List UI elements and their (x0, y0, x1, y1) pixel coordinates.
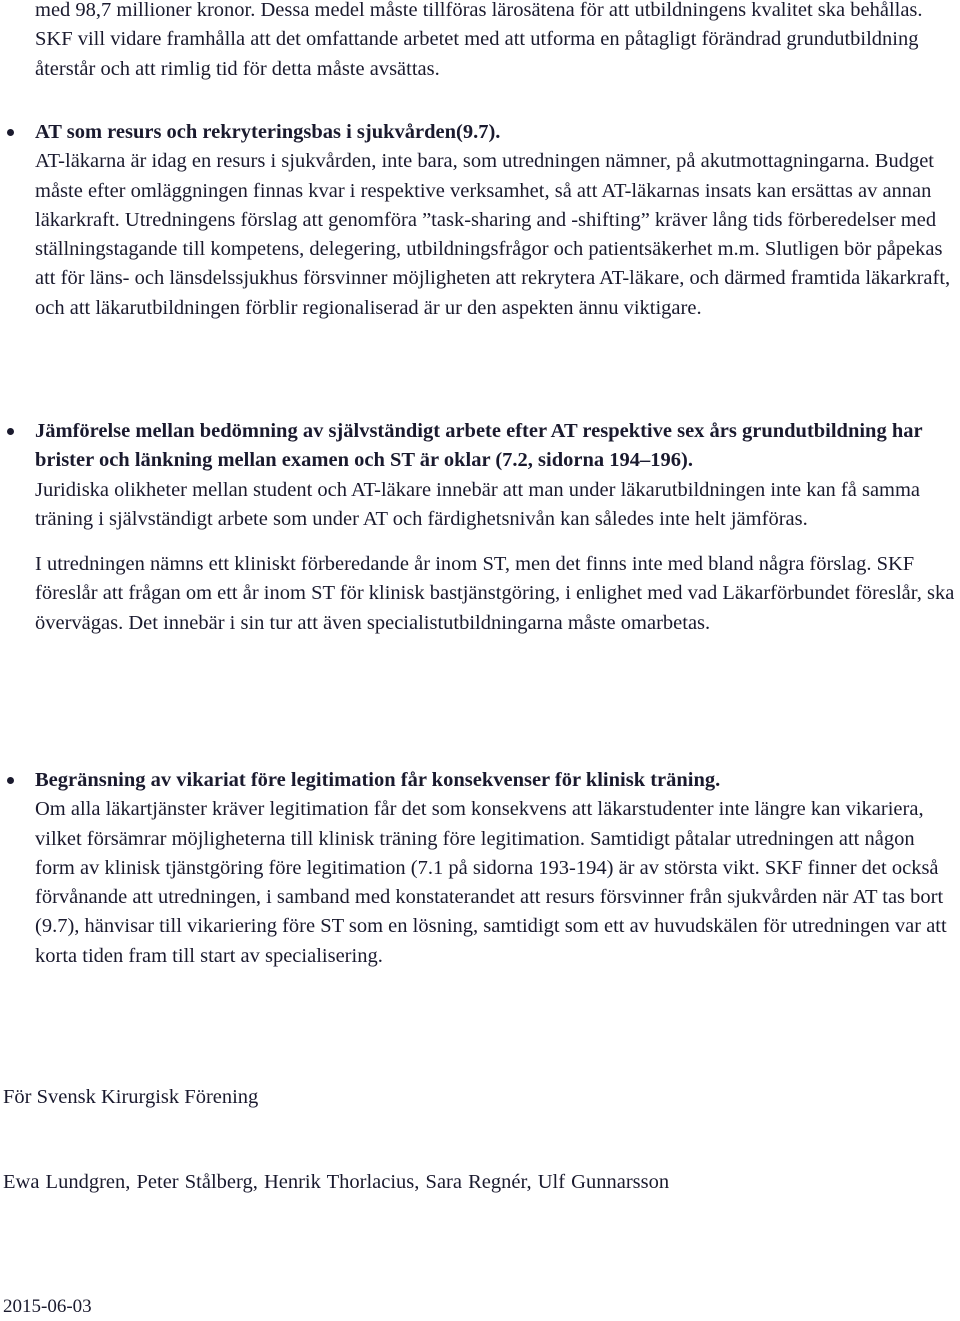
signature-names: Ewa Lundgren, Peter Stålberg, Henrik Thorlacius, Sara Regnér, Ulf Gunnarsson (3, 1171, 670, 1193)
section-paragraph: AT-läkarna är idag en resurs i sjukvården, inte bara, som utredningen nämner, på akutmottagningarna. Budget måste efter omläggningen finnas kvar i respektive verksamhet, så att AT-läkarnas insats kan ersättas av annan läkarkraft. Utredningens förslag att genomföra ”task-sharing and -shifting” kräver lång tids förberedelser med ställningstagande till kompetens, delegering, utbildningsfrågor och patientsäkerhet m.m. Slutligen bör påpekas att för läns- och länsdelssjukhus försvinner möjligheten att rekrytera AT-läkare, och därmed framtida läkarkraft, och att läkarutbildningen förblir regionaliserad är ur den aspekten ännu viktigare. (35, 150, 951, 319)
bullet-icon (7, 129, 14, 136)
bullet-icon (7, 777, 14, 784)
document-date: 2015-06-03 (3, 1296, 92, 1317)
section-content (35, 417, 957, 638)
section-heading: AT som resurs och rekryteringsbas i sjukvården(9.7). (35, 121, 501, 143)
section-content (35, 766, 957, 971)
section-content (35, 118, 957, 323)
section-paragraph: I utredningen nämns ett kliniskt förberedande år inom ST, men det finns inte med bland några förslag. SKF föreslår att frågan om ett år inom ST för klinisk bastjänstgöring, i enlighet med vad Läkarförbundet föreslår, ska övervägas. Det innebär i sin tur att även specialistutbildningarna måste omarbetas. (35, 553, 955, 634)
section-heading: Jämförelse mellan bedömning av självständigt arbete efter AT respektive sex års grundutbildning har brister och länkning mellan examen och ST är oklar (7.2, sidorna 194–196). (35, 420, 923, 472)
intro-paragraph: med 98,7 millioner kronor. Dessa medel måste tillföras lärosätena för att utbildningens kvalitet ska behållas. SKF vill vidare framhålla att det omfattande arbetet med att utforma en påtagligt förändrad grundutbildning återstår och att rimlig tid för detta måste avsättas. (35, 0, 923, 80)
section-heading: Begränsning av vikariat före legitimation får konsekvenser för klinisk träning. (35, 769, 721, 791)
section-paragraph: Om alla läkartjänster kräver legitimation får det som konsekvens att läkarstudenter inte längre kan vikariera, vilket försämrar möjligheterna till klinisk träning före legitimation. Samtidigt påtalar utredningen att någon form av klinisk tjänstgöring före legitimation (7.1 på sidorna 193-194) är av största vikt. SKF finner det också förvånande att utredningen, i samband med konstaterandet att resurs försvinner från sjukvården när AT tas bort (9.7), hänvisar till vikariering före ST som en lösning, samtidigt som ett av huvudskälen för utredningen var att korta tiden fram till start av specialisering. (35, 798, 947, 967)
section-paragraph: Juridiska olikheter mellan student och AT-läkare innebär att man under läkarutbildningen inte kan få samma träning i självständigt arbete som under AT och färdighetsnivån kan således inte helt jämföras. (35, 478, 921, 530)
bullet-icon (7, 428, 14, 435)
signature-organization: För Svensk Kirurgisk Förening (3, 1086, 259, 1108)
